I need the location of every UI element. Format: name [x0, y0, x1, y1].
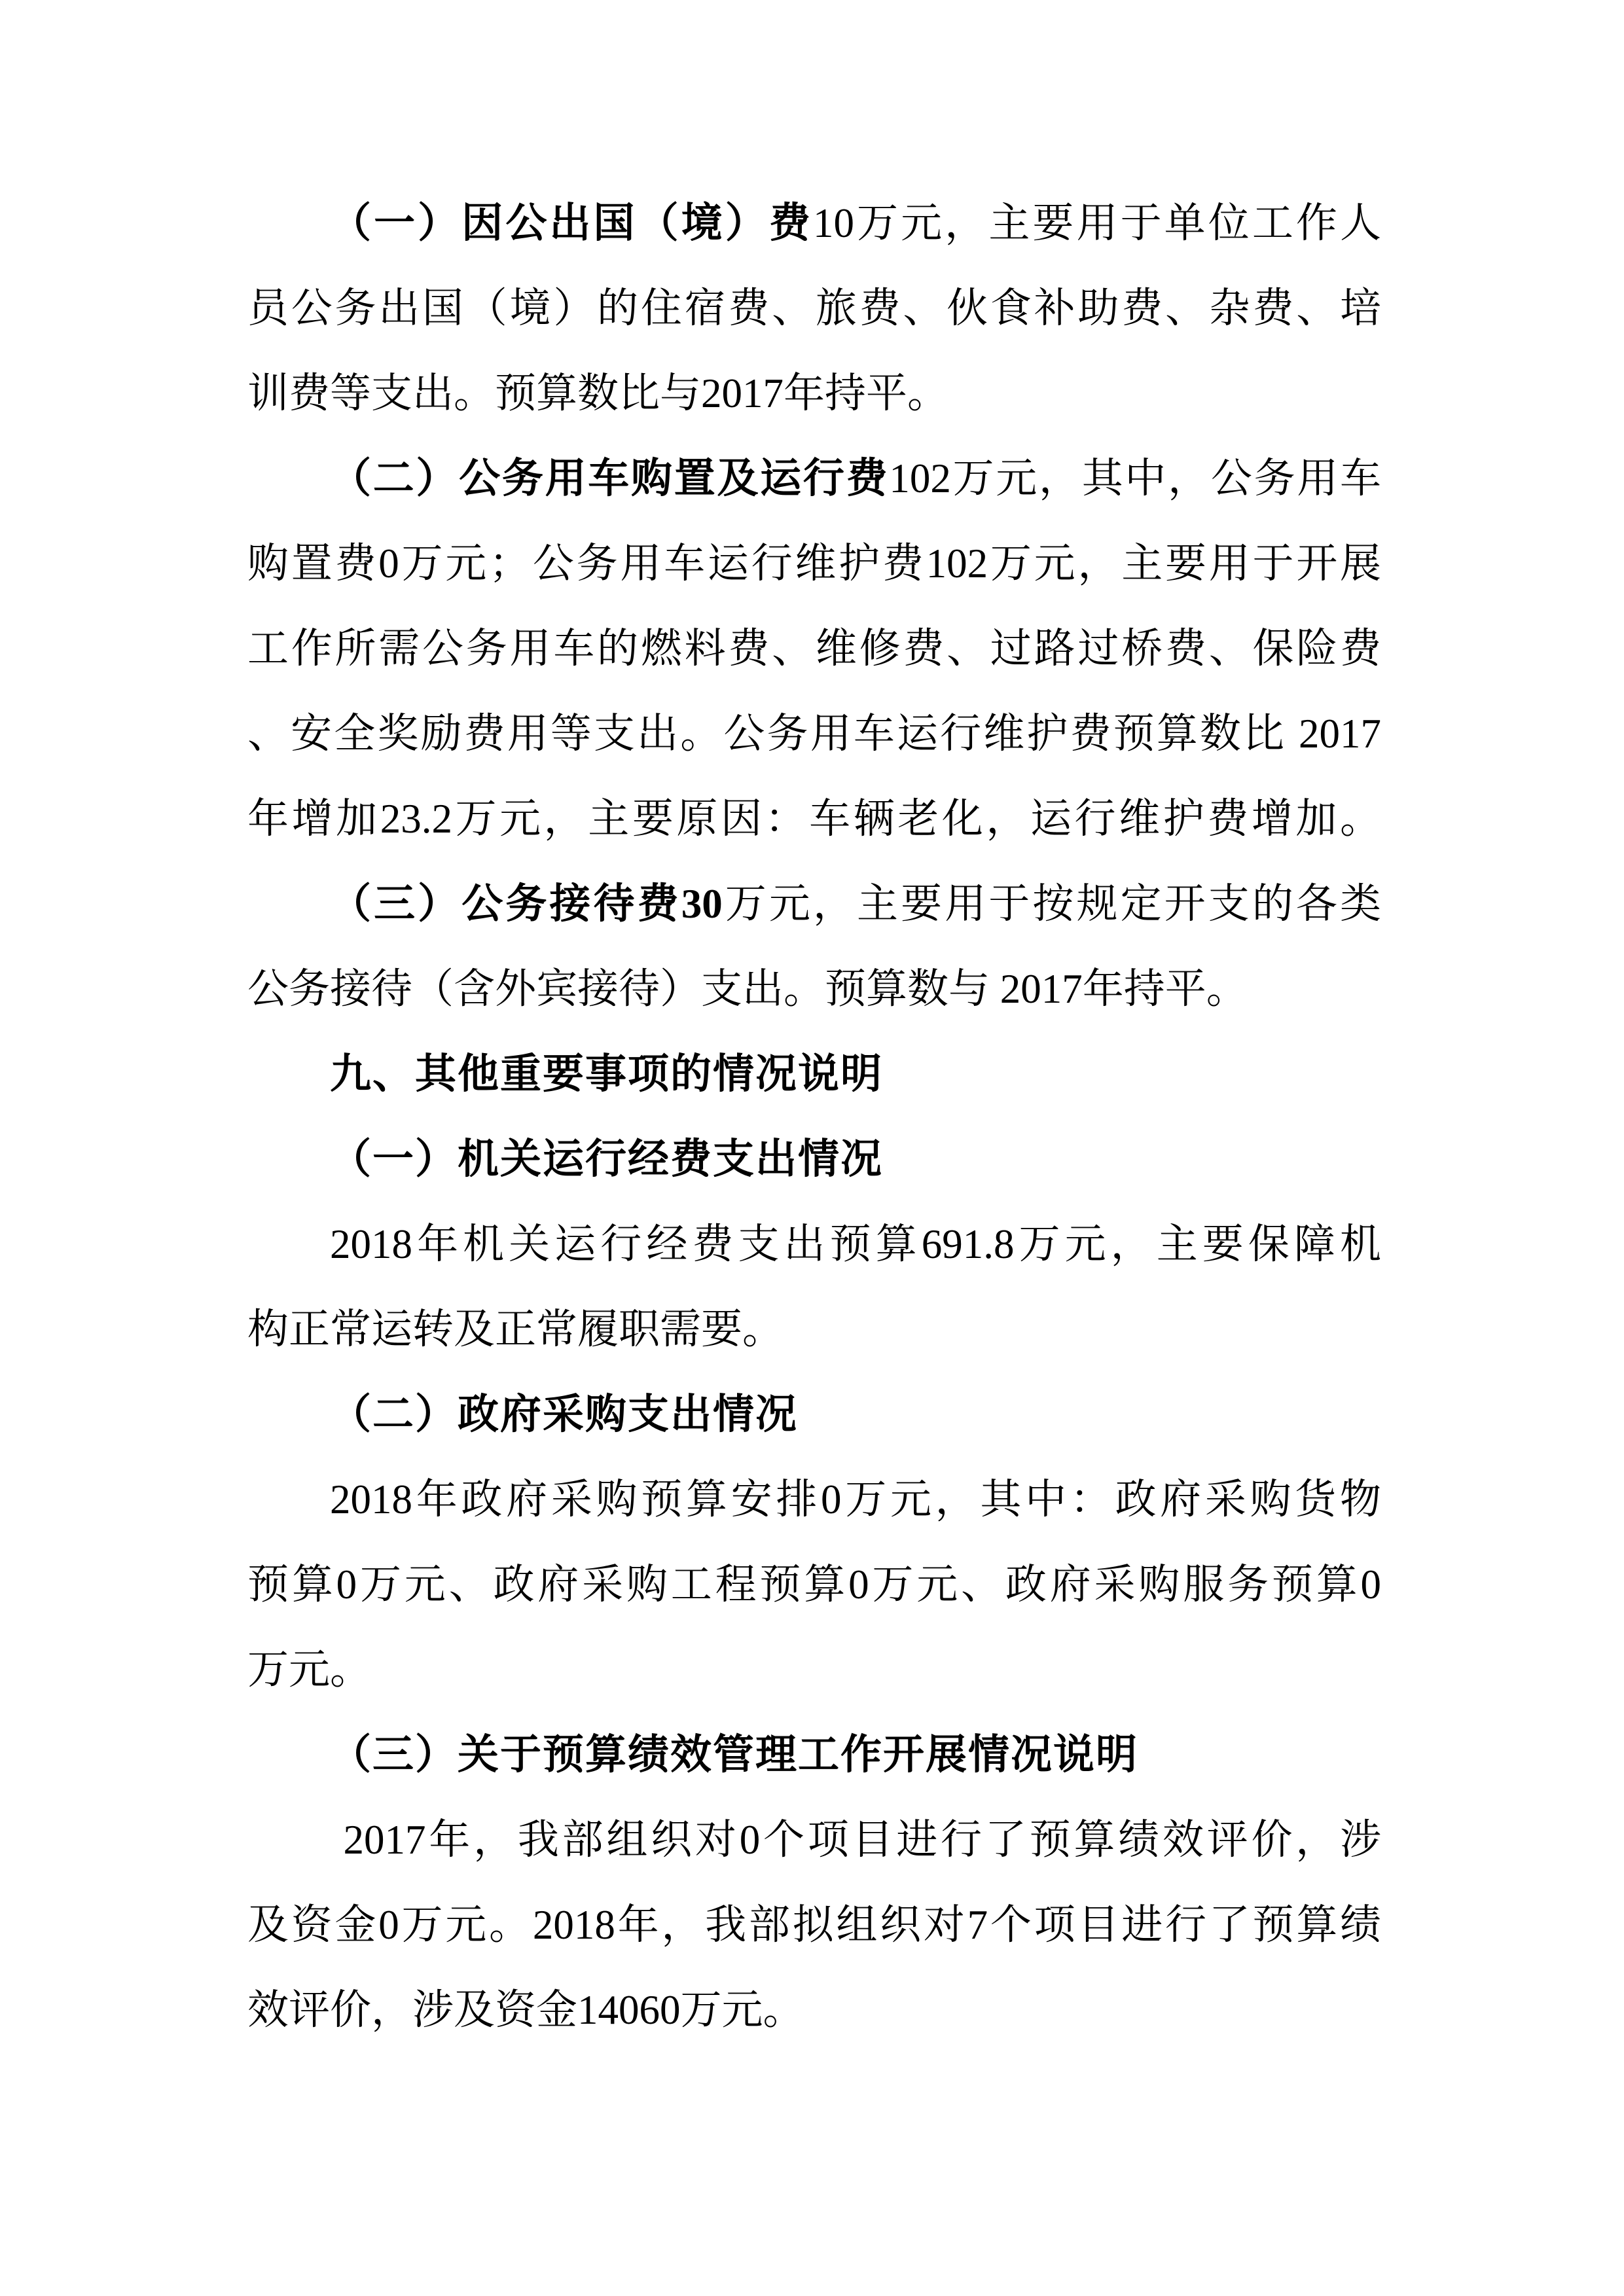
text-line: [247, 181, 1381, 266]
text-segment: 效评价，涉及资金14060万元。: [247, 1987, 804, 2033]
text-segment: 公务接待（含外宾接待）支出。预算数与 2017年持平。: [247, 966, 1248, 1012]
text-line: [247, 1287, 1381, 1372]
text-line: [247, 691, 1381, 776]
text-segment: 2018年机关运行经费支出预算691.8万元，主要保障机: [330, 1221, 1381, 1267]
text-line: [247, 351, 1381, 436]
text-segment: 10万元，主要用于单位工作人: [812, 200, 1382, 246]
text-segment: 万元，主要用于按规定开支的各类: [722, 881, 1382, 927]
text-segment: 工作所需公务用车的燃料费、维修费、过路过桥费、保险费: [247, 626, 1381, 672]
text-segment: 购置费0万元；公务用车运行维护费102万元，主要用于开展: [247, 541, 1381, 586]
text-segment: 训费等支出。预算数比与2017年持平。: [247, 370, 948, 416]
text-segment: 员公务出国（境）的住宿费、旅费、伙食补助费、杂费、培: [247, 285, 1381, 331]
bold-text-segment: （三）关于预算绩效管理工作开展情况说明: [330, 1732, 1138, 1778]
text-segment: 构正常运转及正常履职需要。: [247, 1306, 784, 1352]
bold-text-segment: （二）公务用车购置及运行费: [330, 456, 890, 501]
text-line: [247, 1542, 1381, 1627]
heading-line: [247, 1712, 1381, 1797]
text-line: [247, 776, 1381, 861]
bold-text-segment: （一）因公出国（境）费: [330, 200, 813, 246]
heading-line: [247, 1117, 1381, 1202]
text-segment: 年增加23.2万元，主要原因：车辆老化，运行维护费增加。: [247, 796, 1381, 842]
text-line: [247, 946, 1381, 1031]
text-line: [247, 1882, 1381, 1967]
text-line: [247, 266, 1381, 351]
text-segment: 及资金0万元。2018年，我部拟组织对7个项目进行了预算绩: [247, 1902, 1381, 1948]
text-segment: 、安全奖励费用等支出。公务用车运行维护费预算数比 2017: [247, 711, 1381, 757]
text-line: [247, 521, 1381, 606]
text-line: [247, 606, 1381, 691]
bold-text-segment: 九、其他重要事项的情况说明: [330, 1051, 883, 1097]
text-segment: 2017年，我部组织对0个项目进行了预算绩效评价，涉: [330, 1817, 1381, 1863]
text-line: [247, 1967, 1381, 2053]
text-line: [247, 1627, 1381, 1712]
bold-text-segment: （二）政府采购支出情况: [330, 1391, 798, 1437]
text-line: [247, 1797, 1381, 1882]
text-segment: 2018年政府采购预算安排0万元，其中：政府采购货物: [330, 1477, 1381, 1522]
text-segment: 102万元，其中，公务用车: [889, 456, 1382, 501]
text-segment: 万元。: [247, 1647, 371, 1693]
bold-text-segment: （三）公务接待费30: [330, 881, 723, 927]
document-body: [247, 181, 1381, 2053]
text-line: [247, 436, 1381, 521]
text-line: [247, 1202, 1381, 1287]
text-line: [247, 1457, 1381, 1542]
text-line: [247, 861, 1381, 946]
text-segment: 预算0万元、政府采购工程预算0万元、政府采购服务预算0: [247, 1562, 1381, 1607]
heading-line: [247, 1372, 1381, 1457]
heading-line: [247, 1031, 1381, 1117]
bold-text-segment: （一）机关运行经费支出情况: [330, 1136, 883, 1182]
